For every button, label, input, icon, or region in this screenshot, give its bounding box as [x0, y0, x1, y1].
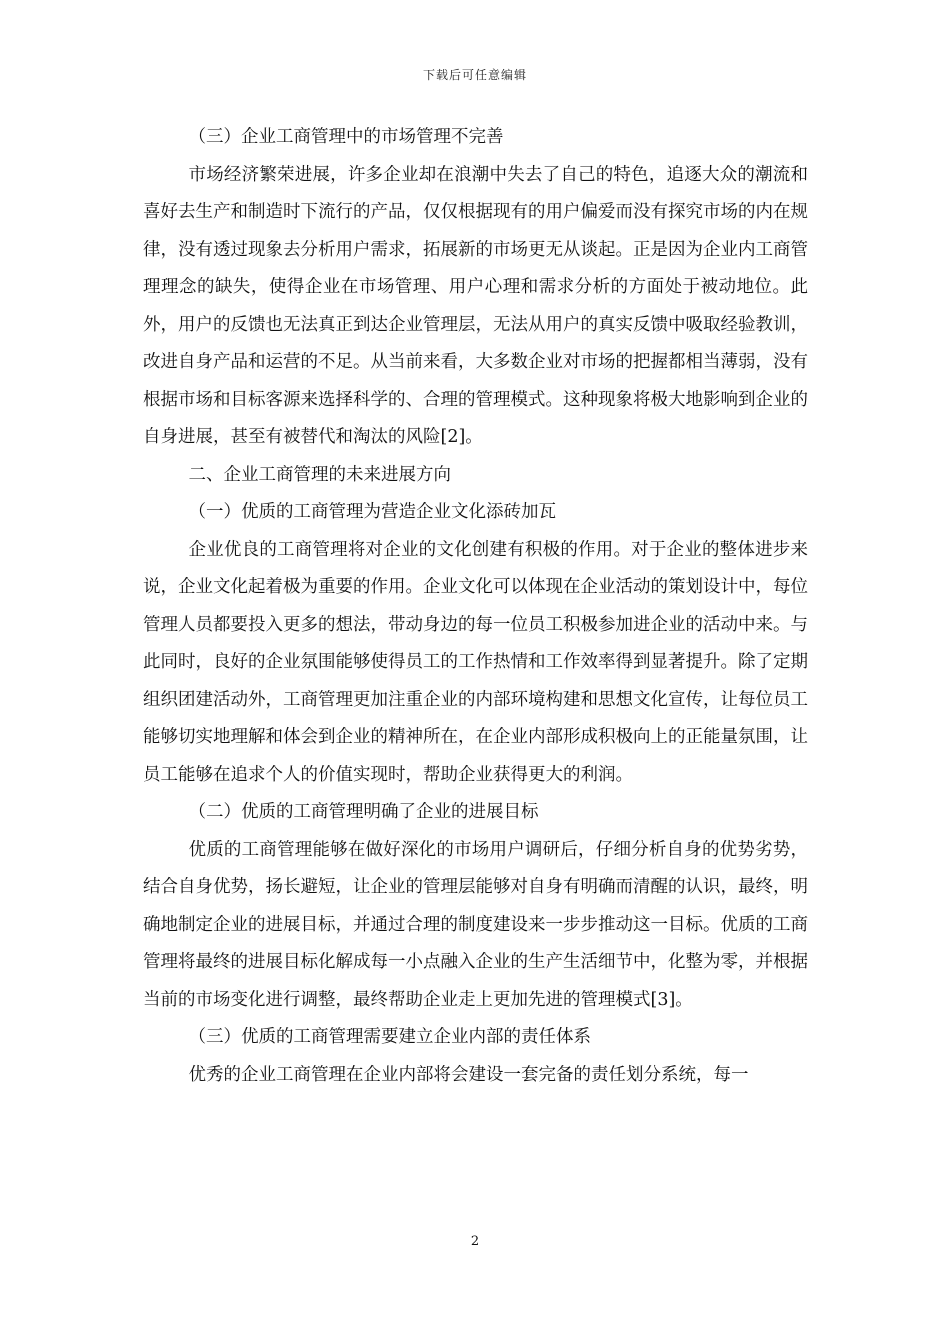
page-number: 2	[470, 1234, 480, 1249]
section-heading: （三）优质的工商管理需要建立企业内部的责任体系	[188, 1027, 591, 1047]
chapter-heading: 二、企业工商管理的未来进展方向	[188, 464, 451, 485]
section-heading: （一）优质的工商管理为营造企业文化添砖加瓦	[188, 502, 556, 522]
section-heading: （二）优质的工商管理明确了企业的进展目标	[188, 802, 539, 822]
page-header: 下载后可任意编辑	[422, 68, 527, 82]
document-body	[143, 119, 808, 1094]
section-heading: （三）企业工商管理中的市场管理不完善	[188, 127, 504, 147]
body-paragraph: 企业优良的工商管理将对企业的文化创建有积极的作用。对于企业的整体进步来说，企业文化起着极为重要的作用。企业文化可以体现在企业活动的策划设计中，每位管理人员都要投入更多的想法，带动身边的每一位员工积极参加进企业的活动中来。与此同时，良好的企业氛围能够使得员工的工作热情和工作效率得到显著提升。除了定期组织团建活动外，工商管理更加注重企业的内部环境构建和思想文化宣传，让每位员工能够切实地理解和体会到企业的精神所在，在企业内部形成积极向上的正能量氛围，让员工能够在追求个人的价值实现时，帮助企业获得更大的利润。	[143, 539, 808, 785]
body-paragraph: 市场经济繁荣进展，许多企业却在浪潮中失去了自己的特色，追逐大众的潮流和喜好去生产和制造时下流行的产品，仅仅根据现有的用户偏爱而没有探究市场的内在规律，没有透过现象去分析用户需求，拓展新的市场更无从谈起。正是因为企业内工商管理理念的缺失，使得企业在市场管理、用户心理和需求分析的方面处于被动地位。此外，用户的反馈也无法真正到达企业管理层，无法从用户的真实反馈中吸取经验教训，改进自身产品和运营的不足。从当前来看，大多数企业对市场的把握都相当薄弱，没有根据市场和目标客源来选择科学的、合理的管理模式。这种现象将极大地影响到企业的自身进展，甚至有被替代和淘汰的风险[2]。	[143, 164, 808, 447]
body-paragraph: 优秀的企业工商管理在企业内部将会建设一套完备的责任划分系统，每一	[188, 1064, 749, 1085]
body-paragraph: 优质的工商管理能够在做好深化的市场用户调研后，仔细分析自身的优势劣势，结合自身优势，扬长避短，让企业的管理层能够对自身有明确而清醒的认识，最终，明确地制定企业的进展目标，并通过合理的制度建设来一步步推动这一目标。优质的工商管理将最终的进展目标化解成每一小点融入企业的生产生活细节中，化整为零，并根据当前的市场变化进行调整，最终帮助企业走上更加先进的管理模式[3]。	[143, 839, 808, 1010]
